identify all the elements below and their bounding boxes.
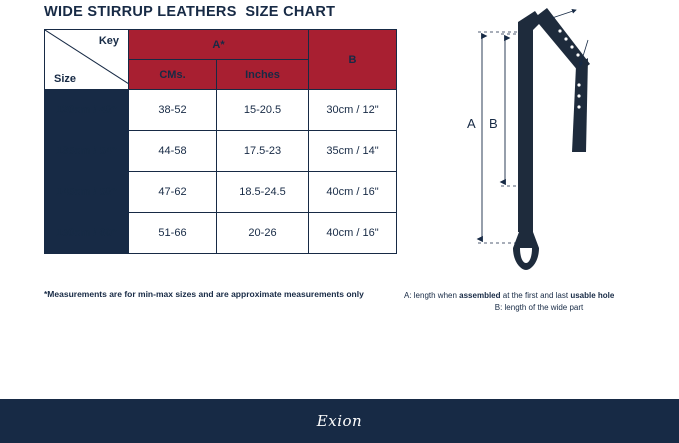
row-b-value: 40cm / 16" bbox=[309, 213, 397, 254]
lower-billet-shape bbox=[572, 58, 588, 152]
caption-a-bold2: usable hole bbox=[570, 291, 615, 300]
wide-strap-shape bbox=[518, 11, 542, 232]
row-inches-value: 18.5-24.5 bbox=[217, 172, 309, 213]
billet-hole-icon bbox=[570, 45, 573, 48]
row-size-label: 135cm / 54" bbox=[45, 131, 129, 172]
footer-bar bbox=[0, 399, 679, 443]
stirrup-diagram-svg bbox=[400, 0, 679, 300]
size-chart-table bbox=[44, 29, 397, 254]
row-inches-value: 20-26 bbox=[217, 213, 309, 254]
billet-hole-icon bbox=[558, 29, 561, 32]
row-inches-value: 15-20.5 bbox=[217, 90, 309, 131]
table-row bbox=[45, 213, 397, 254]
row-inches-value: 17.5-23 bbox=[217, 131, 309, 172]
dimension-label-b: B bbox=[489, 116, 498, 131]
table-header-row bbox=[45, 30, 397, 60]
caption-line-2: B: length of the wide part bbox=[494, 302, 584, 312]
stirrup-leather-diagram bbox=[400, 0, 679, 300]
corner-key-label: Key bbox=[98, 35, 119, 47]
row-cms-value: 44-58 bbox=[129, 131, 217, 172]
subheader-cms: CMs. bbox=[129, 60, 217, 90]
row-b-value: 40cm / 16" bbox=[309, 172, 397, 213]
billet-arrow-icon bbox=[552, 10, 576, 18]
billet-hole-icon bbox=[577, 83, 580, 86]
caption-a-part2: at the first and last bbox=[500, 291, 571, 300]
table-row bbox=[45, 90, 397, 131]
billet-hole-icon bbox=[577, 94, 580, 97]
group-header-a: A* bbox=[129, 30, 309, 60]
caption-a-part1: A: length when bbox=[404, 291, 460, 300]
corner-size-label: Size bbox=[54, 73, 77, 85]
row-cms-value: 38-52 bbox=[129, 90, 217, 131]
row-cms-value: 51-66 bbox=[129, 213, 217, 254]
billet-hole-icon bbox=[564, 37, 567, 40]
subheader-inches: Inches bbox=[217, 60, 309, 90]
brand-logo: Exion bbox=[316, 412, 363, 430]
billet-hole-icon bbox=[576, 53, 579, 56]
table-row bbox=[45, 172, 397, 213]
corner-key-size-cell bbox=[45, 30, 129, 90]
diagram-caption bbox=[404, 290, 674, 313]
row-size-label: 145cm / 58" bbox=[45, 172, 129, 213]
row-size-label: 150cm / 60" bbox=[45, 213, 129, 254]
size-chart-table-container bbox=[44, 29, 397, 254]
table-row bbox=[45, 131, 397, 172]
row-b-value: 30cm / 12" bbox=[309, 90, 397, 131]
caption-a-bold1: assembled bbox=[459, 291, 501, 300]
group-header-b: B bbox=[309, 30, 397, 90]
measurements-footnote: *Measurements are for min-max sizes and are approximate measurements only bbox=[44, 289, 364, 299]
row-cms-value: 47-62 bbox=[129, 172, 217, 213]
row-size-label: 120cm / 48" bbox=[45, 90, 129, 131]
billet-hole-icon bbox=[577, 105, 580, 108]
caption-line-1 bbox=[404, 290, 674, 302]
row-b-value: 35cm / 14" bbox=[309, 131, 397, 172]
page-title: WIDE STIRRUP LEATHERS SIZE CHART bbox=[44, 4, 336, 20]
dimension-label-a: A bbox=[467, 116, 476, 131]
